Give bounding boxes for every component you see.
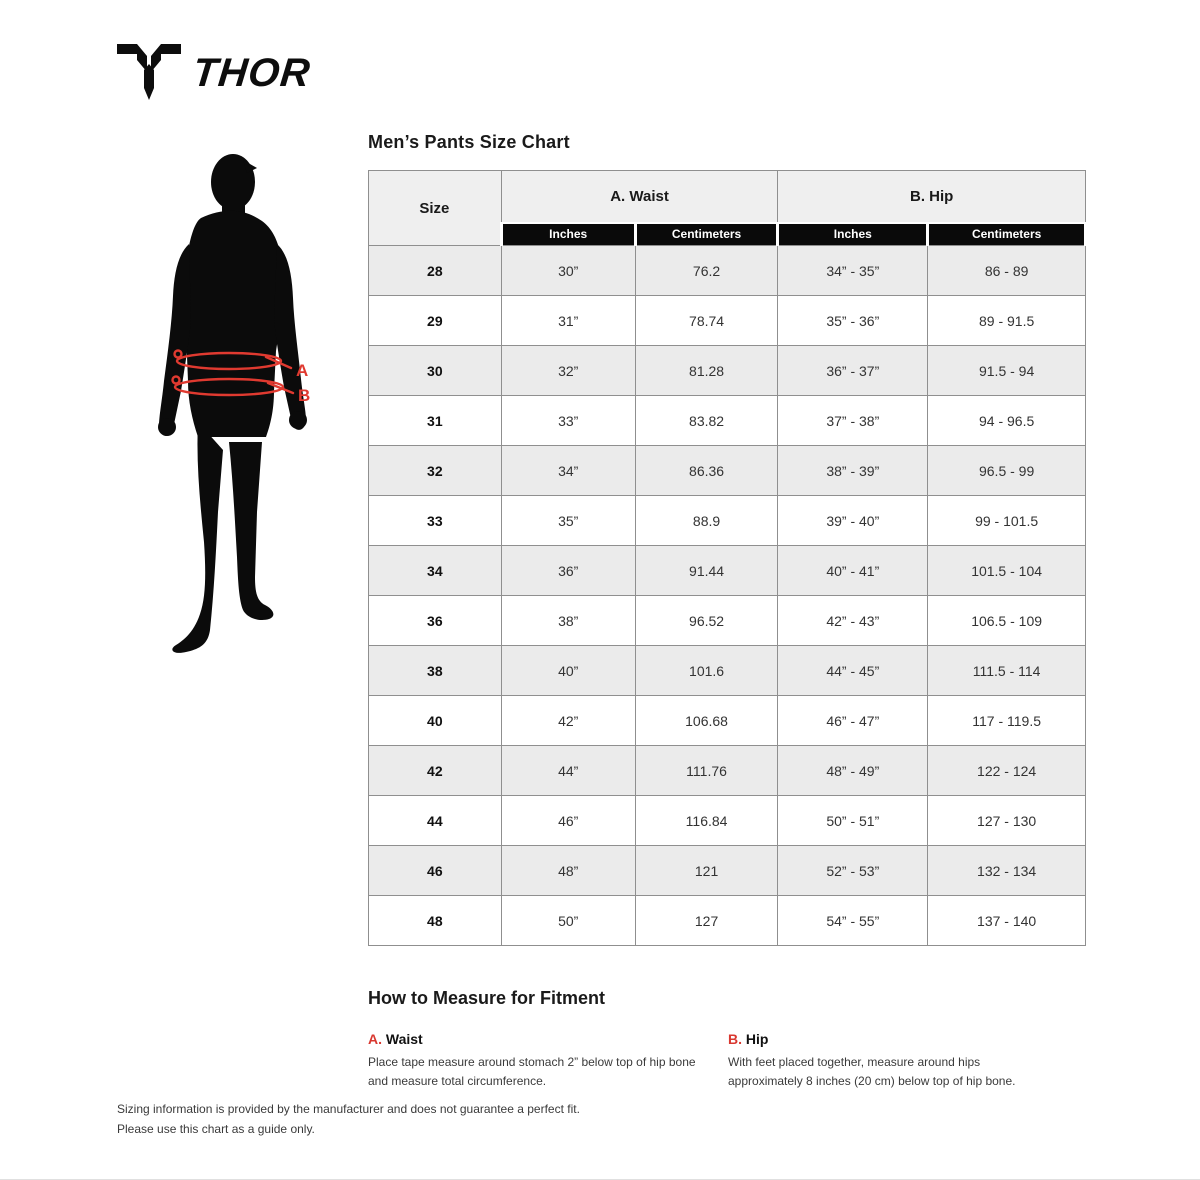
disclaimer	[117, 1100, 580, 1140]
value-cell: 42” - 43”	[778, 596, 928, 646]
size-cell: 46	[369, 846, 502, 896]
figure-label-a: A	[296, 361, 309, 380]
value-cell: 78.74	[635, 296, 778, 346]
size-cell: 48	[369, 896, 502, 946]
how-to-waist	[368, 1031, 728, 1090]
disclaimer-line-2: Please use this chart as a guide only.	[117, 1121, 315, 1136]
value-cell: 44” - 45”	[778, 646, 928, 696]
value-cell: 35” - 36”	[778, 296, 928, 346]
size-cell: 42	[369, 746, 502, 796]
how-to-measure-section	[368, 988, 1088, 1090]
table-row	[369, 246, 1086, 296]
value-cell: 94 - 96.5	[928, 396, 1086, 446]
value-cell: 127	[635, 896, 778, 946]
value-cell: 50” - 51”	[778, 796, 928, 846]
value-cell: 34” - 35”	[778, 246, 928, 296]
table-row	[369, 646, 1086, 696]
size-cell: 31	[369, 396, 502, 446]
value-cell: 34”	[501, 446, 635, 496]
value-cell: 42”	[501, 696, 635, 746]
value-cell: 127 - 130	[928, 796, 1086, 846]
value-cell: 117 - 119.5	[928, 696, 1086, 746]
size-cell: 36	[369, 596, 502, 646]
column-header-size: Size	[369, 171, 502, 246]
size-cell: 28	[369, 246, 502, 296]
value-cell: 81.28	[635, 346, 778, 396]
table-row	[369, 296, 1086, 346]
measurement-figure	[143, 150, 333, 655]
value-cell: 40” - 41”	[778, 546, 928, 596]
how-to-hip-title: Hip	[745, 1031, 769, 1047]
table-row	[369, 546, 1086, 596]
how-to-hip-text: With feet placed together, measure around hips approximately 8 inches (20 cm) below top of hip bone.	[728, 1055, 1016, 1088]
how-to-hip-prefix: B.	[728, 1031, 742, 1047]
value-cell: 33”	[501, 396, 635, 446]
size-table-body	[369, 246, 1086, 946]
thor-logo	[117, 44, 313, 102]
how-to-waist-label	[368, 1031, 698, 1047]
table-row	[369, 596, 1086, 646]
value-cell: 89 - 91.5	[928, 296, 1086, 346]
value-cell: 91.44	[635, 546, 778, 596]
value-cell: 48” - 49”	[778, 746, 928, 796]
value-cell: 37” - 38”	[778, 396, 928, 446]
table-row	[369, 896, 1086, 946]
table-row	[369, 346, 1086, 396]
value-cell: 99 - 101.5	[928, 496, 1086, 546]
how-to-waist-text: Place tape measure around stomach 2” below top of hip bone and measure total circumference.	[368, 1055, 696, 1088]
male-silhouette	[158, 154, 307, 653]
value-cell: 101.5 - 104	[928, 546, 1086, 596]
size-cell: 32	[369, 446, 502, 496]
value-cell: 76.2	[635, 246, 778, 296]
table-row	[369, 796, 1086, 846]
how-to-heading: How to Measure for Fitment	[368, 988, 606, 1008]
value-cell: 86.36	[635, 446, 778, 496]
value-cell: 137 - 140	[928, 896, 1086, 946]
value-cell: 96.52	[635, 596, 778, 646]
subheader-hip-centimeters: Centimeters	[928, 223, 1086, 246]
value-cell: 91.5 - 94	[928, 346, 1086, 396]
value-cell: 46”	[501, 796, 635, 846]
table-row	[369, 696, 1086, 746]
size-cell: 29	[369, 296, 502, 346]
value-cell: 121	[635, 846, 778, 896]
value-cell: 31”	[501, 296, 635, 346]
value-cell: 46” - 47”	[778, 696, 928, 746]
figure-label-b: B	[298, 386, 311, 405]
how-to-hip-label	[728, 1031, 1058, 1047]
value-cell: 36”	[501, 546, 635, 596]
size-cell: 34	[369, 546, 502, 596]
value-cell: 54” - 55”	[778, 896, 928, 946]
value-cell: 44”	[501, 746, 635, 796]
table-row	[369, 396, 1086, 446]
disclaimer-line-1: Sizing information is provided by the manufacturer and does not guarantee a perfect fit.	[117, 1102, 580, 1116]
how-to-waist-prefix: A.	[368, 1031, 382, 1047]
value-cell: 111.5 - 114	[928, 646, 1086, 696]
table-row	[369, 846, 1086, 896]
value-cell: 83.82	[635, 396, 778, 446]
table-row	[369, 746, 1086, 796]
column-group-waist: A. Waist	[501, 171, 778, 223]
column-group-hip: B. Hip	[778, 171, 1086, 223]
value-cell: 36” - 37”	[778, 346, 928, 396]
value-cell: 35”	[501, 496, 635, 546]
size-cell: 30	[369, 346, 502, 396]
how-to-hip	[728, 1031, 1088, 1090]
value-cell: 32”	[501, 346, 635, 396]
size-cell: 38	[369, 646, 502, 696]
subheader-waist-centimeters: Centimeters	[635, 223, 778, 246]
value-cell: 52” - 53”	[778, 846, 928, 896]
value-cell: 101.6	[635, 646, 778, 696]
value-cell: 132 - 134	[928, 846, 1086, 896]
value-cell: 38”	[501, 596, 635, 646]
thor-horns-icon	[117, 44, 181, 102]
value-cell: 30”	[501, 246, 635, 296]
value-cell: 116.84	[635, 796, 778, 846]
value-cell: 86 - 89	[928, 246, 1086, 296]
value-cell: 106.5 - 109	[928, 596, 1086, 646]
value-cell: 50”	[501, 896, 635, 946]
value-cell: 39” - 40”	[778, 496, 928, 546]
table-row	[369, 496, 1086, 546]
value-cell: 111.76	[635, 746, 778, 796]
table-row	[369, 446, 1086, 496]
size-cell: 40	[369, 696, 502, 746]
value-cell: 106.68	[635, 696, 778, 746]
size-cell: 33	[369, 496, 502, 546]
header-row-groups	[369, 171, 1086, 223]
subheader-hip-inches: Inches	[778, 223, 928, 246]
page-title: Men’s Pants Size Chart	[368, 132, 570, 152]
size-cell: 44	[369, 796, 502, 846]
value-cell: 40”	[501, 646, 635, 696]
brand-name: THOR	[190, 51, 313, 95]
subheader-waist-inches: Inches	[501, 223, 635, 246]
value-cell: 88.9	[635, 496, 778, 546]
value-cell: 38” - 39”	[778, 446, 928, 496]
how-to-waist-title: Waist	[385, 1031, 423, 1047]
value-cell: 48”	[501, 846, 635, 896]
size-chart-table	[368, 170, 1087, 946]
value-cell: 96.5 - 99	[928, 446, 1086, 496]
value-cell: 122 - 124	[928, 746, 1086, 796]
